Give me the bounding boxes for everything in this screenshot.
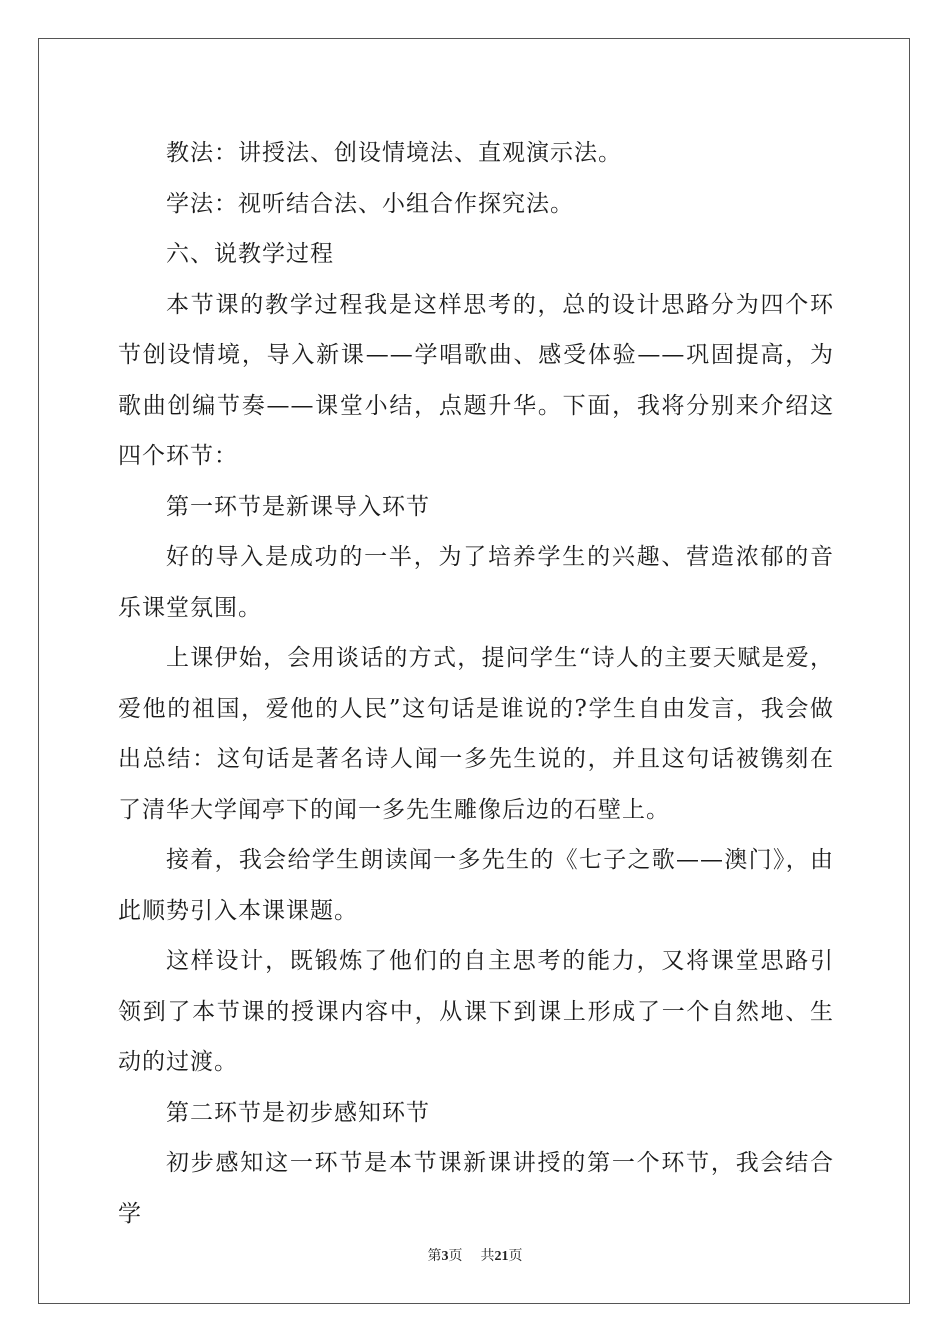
subheading-second-segment: 第二环节是初步感知环节 (166, 1099, 430, 1126)
paragraph-learning-methods: 学法：视听结合法、小组合作探究法。 (166, 190, 574, 217)
paragraph-good-introduction: 好的导入是成功的一半，为了培养学生的兴趣、营造浓郁的音乐课堂氛围。 (118, 544, 834, 621)
paragraph-process-overview: 本节课的教学过程我是这样思考的，总的设计思路分为四个环节创设情境，导入新课——学唱歌曲、感受体验——巩固提高，为歌曲创编节奏——课堂小结，点题升华。下面，我将分别来介绍这四个环节： (118, 291, 834, 469)
paragraph-initial-perception: 初步感知这一环节是本节课新课讲授的第一个环节，我会结合学 (118, 1150, 834, 1227)
subheading-first-segment: 第一环节是新课导入环节 (166, 493, 430, 520)
paragraph-class-opening: 上课伊始，会用谈话的方式，提问学生“诗人的主要天赋是爱，爱他的祖国，爱他的人民”这句话是谁说的?学生自由发言，我会做出总结：这句话是著名诗人闻一多先生说的，并且这句话被镌刻在了清华大学闻亭下的闻一多先生雕像后边的石壁上。 (118, 645, 834, 823)
section-heading-teaching-process: 六、说教学过程 (166, 241, 334, 267)
paragraph-design-rationale: 这样设计，既锻炼了他们的自主思考的能力，又将课堂思路引领到了本节课的授课内容中，从课下到课上形成了一个自然地、生动的过渡。 (118, 948, 834, 1075)
page-number: 3 (441, 1249, 449, 1264)
page-suffix: 页 (448, 1248, 463, 1264)
document-body (118, 128, 834, 1239)
total-pages: 21 (494, 1249, 509, 1264)
page-footer (0, 1245, 950, 1265)
total-prefix: 共 (480, 1248, 495, 1264)
paragraph-teaching-methods: 教法：讲授法、创设情境法、直观演示法。 (166, 140, 622, 166)
page-prefix: 第 (427, 1248, 442, 1264)
total-suffix: 页 (508, 1248, 523, 1264)
paragraph-reading-poem: 接着，我会给学生朗读闻一多先生的《七子之歌——澳门》，由此顺势引入本课课题。 (118, 847, 834, 924)
